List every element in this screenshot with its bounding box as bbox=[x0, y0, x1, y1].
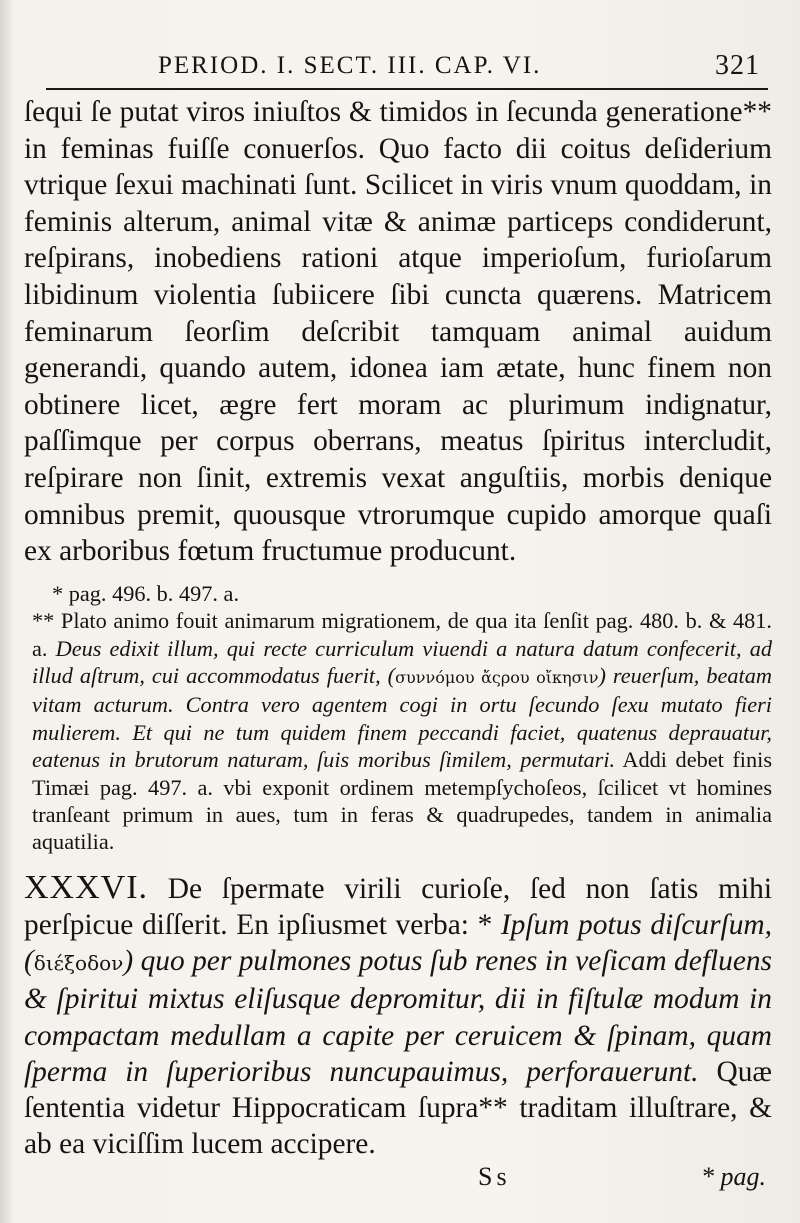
section-36 bbox=[24, 870, 772, 1163]
text-block bbox=[24, 94, 772, 1162]
head-rule bbox=[46, 88, 768, 90]
main-paragraph: ſequi ſe putat viros iniuſtos & timidos in ſecunda generatione** in feminas fuiſſe conuerſos. Quo facto dii coitus deſiderium vtrique ſexui machinati ſunt. Scilicet in viris vnum quoddam, in feminis alterum, animal vitæ & animæ particeps condiderunt, reſpirans, inobediens rationi atque imperioſum, furioſarum libidinum violentia ſubiicere ſibi cuncta quærens. Matricem feminarum ſeorſim deſcribit tamquam animal auidum generandi, quando autem, idonea iam ætate, hunc finem non obtinere licet, ægre fert moram ac plurimum indignatur, paſſimque per corpus oberrans, meatus ſpiritus intercludit, reſpirare non ſinit, extremis vexat anguſtiis, morbis denique omnibus premit, quousque vtrorumque cupido amorque quaſi ex arboribus fœtum fructumue producunt. bbox=[24, 96, 772, 568]
footnotes bbox=[24, 580, 772, 856]
section-quote-b: ) quo per pulmones potus ſub renes in veſicam defluens & ſpiritui mixtus eliſusque depromitur, dii in fiſtulæ modum in compactam medullam a capite per ceruicem & ſpinam, quam ſperma in ſuperioribus nuncupauimus, perforauerunt. bbox=[24, 945, 772, 1088]
signature-mark: Ss bbox=[478, 1162, 511, 1191]
page-number: 321 bbox=[715, 50, 760, 81]
running-title: PERIOD. I. SECT. III. CAP. VI. bbox=[158, 52, 542, 79]
section-quote-a: Ipſum potus diſcurſum, ( bbox=[24, 908, 772, 978]
footnote-1: * pag. 496. b. 497. a. bbox=[52, 580, 240, 606]
footnote-2-tail: Addi debet finis Timæi pag. 497. a. vbi exponit ordinem metempſychoſeos, ſcilicet vt homines tranſeant primum in aues, tum in feras & quadrupedes, tandem in animalia aquatilia. bbox=[32, 747, 772, 855]
footnote-2-intro: ** Plato animo fouit animarum migrationem, de qua ita ſenſit pag. 480. b. & 481. a. bbox=[32, 608, 772, 661]
running-head bbox=[40, 46, 768, 86]
section-number: XXXVI. bbox=[24, 868, 149, 906]
section-greek: διέξοδον bbox=[33, 951, 124, 976]
footnote-2 bbox=[32, 607, 772, 856]
footnote-2-greek: συννόμου ἄςρου οἴκησιν bbox=[395, 667, 599, 687]
section-tail: Quæ ſententia videtur Hippocraticam ſupra** traditam illuſtrare, & ab ea viciſſim lucem accipere. bbox=[24, 1055, 773, 1161]
footnote-2-quote-b: ) reuerſum, beatam vitam acturum. Contra vero agentem cogi in ortu ſecundo ſexu mutato fieri mulierem. Et qui ne tum quidem finem peccandi faciet, quatenus deprauatur, eatenus in brutorum naturam, ſuis moribus ſimilem, permutari. bbox=[32, 662, 772, 773]
footnote-2-quote-a: Deus edixit illum, qui recte curriculum viuendi a natura datum confecerit, ad illud aſtrum, cui accommodatus fuerit, ( bbox=[32, 635, 772, 688]
catchword: * pag. bbox=[701, 1162, 766, 1191]
section-intro: De ſpermate virili curioſe, ſed non ſatis mihi perſpicue diſſerit. En ipſiusmet verba: * bbox=[24, 872, 772, 941]
